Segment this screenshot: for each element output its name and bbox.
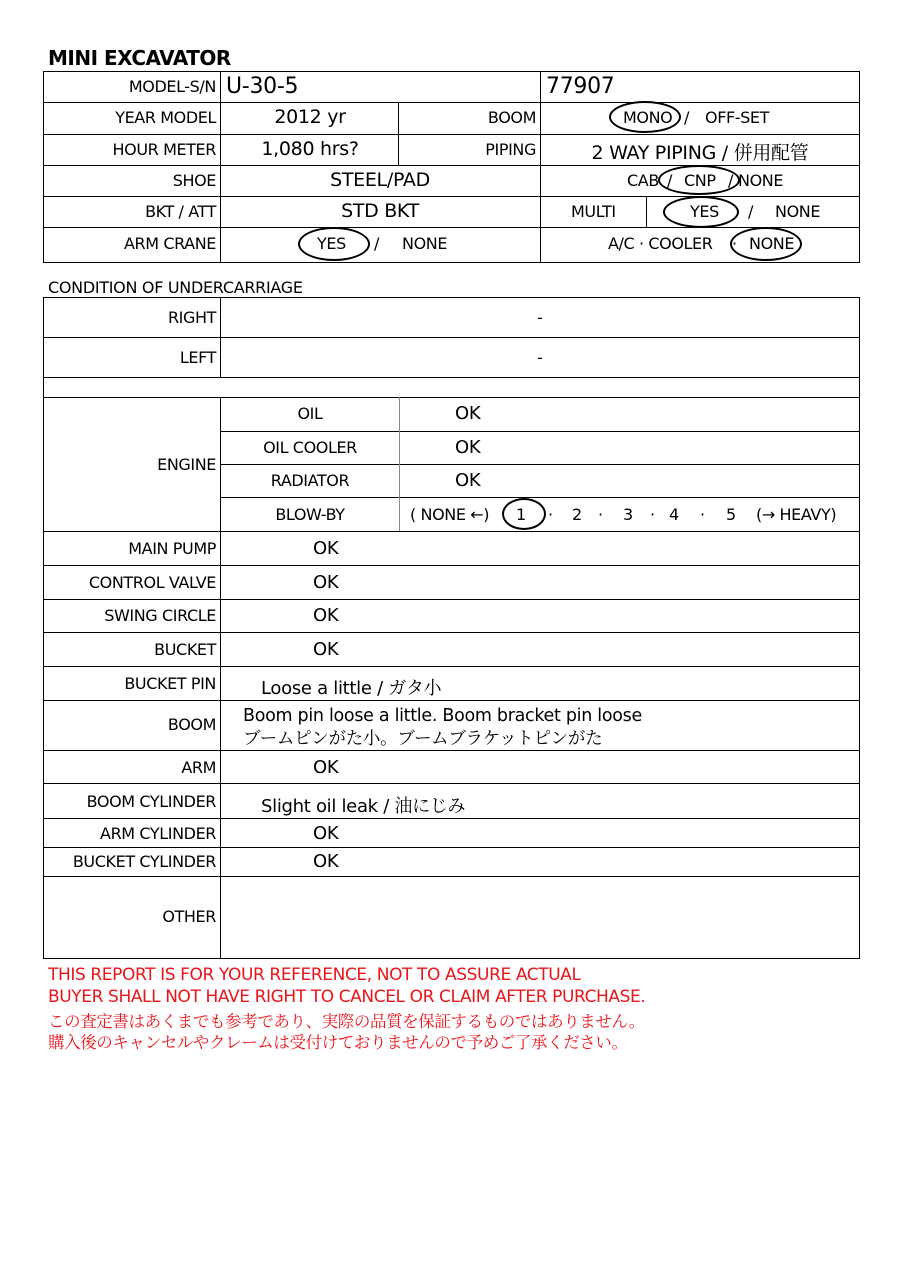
- boom-label: BOOM: [167, 715, 216, 734]
- multi-separator: /: [748, 202, 753, 221]
- cab-option-cnp: CNP: [684, 171, 716, 190]
- radiator-label: RADIATOR: [270, 471, 350, 490]
- bkt-att-value: STD BKT: [341, 200, 419, 222]
- cab-option-cab: CAB: [627, 171, 659, 190]
- multi-option-yes: YES: [690, 202, 719, 221]
- radiator-value: OK: [455, 470, 481, 491]
- oil-cooler-value: OK: [455, 437, 481, 458]
- main-pump-value: OK: [313, 538, 339, 559]
- boom-option-mono: MONO: [623, 108, 673, 127]
- right-track-value: -: [537, 308, 543, 327]
- bucket-pin-value: Loose a little / ガタ小: [261, 678, 442, 699]
- model-sn-label: MODEL-S/N: [128, 77, 216, 96]
- model-value: U-30-5: [226, 74, 299, 99]
- boom-option-offset: OFF-SET: [705, 108, 770, 127]
- blow-by-dot: ·: [700, 505, 705, 524]
- arm-cylinder-value: OK: [313, 823, 339, 844]
- document-title: MINI EXCAVATOR: [48, 46, 231, 70]
- oil-cooler-label: OIL COOLER: [263, 438, 357, 457]
- blow-by-dot: ·: [598, 505, 603, 524]
- bucket-pin-label: BUCKET PIN: [124, 674, 216, 693]
- multi-label: MULTI: [571, 202, 616, 221]
- arm-crane-yes-selected-circle: [298, 227, 370, 261]
- arm-crane-option-none: NONE: [402, 234, 448, 253]
- arm-crane-label: ARM CRANE: [123, 234, 216, 253]
- blow-by-level-5: 5: [726, 505, 736, 524]
- multi-option-none: NONE: [775, 202, 821, 221]
- cab-option-none: NONE: [738, 171, 784, 190]
- swing-circle-value: OK: [313, 605, 339, 626]
- boom-value-line2: ブームピンがた小。ブームブラケットピンがた: [243, 729, 603, 749]
- other-label: OTHER: [162, 907, 216, 926]
- blow-by-label: BLOW-BY: [275, 505, 345, 524]
- mono-selected-circle: [609, 101, 681, 133]
- cab-separator-1: /: [667, 171, 672, 190]
- blow-by-level-1: 1: [516, 505, 526, 524]
- ac-option-none: NONE: [749, 234, 795, 253]
- blow-by-level-3: 3: [623, 505, 633, 524]
- engine-label: ENGINE: [157, 455, 216, 474]
- boom-separator: /: [684, 108, 689, 127]
- shoe-label: SHOE: [172, 171, 216, 190]
- arm-cylinder-label: ARM CYLINDER: [100, 824, 216, 843]
- undercarriage-heading: CONDITION OF UNDERCARRIAGE: [48, 278, 303, 297]
- blow-by-level-2: 2: [572, 505, 582, 524]
- hour-meter-label: HOUR METER: [112, 140, 216, 159]
- cab-separator-2: /: [728, 171, 733, 190]
- disclaimer-line-1: THIS REPORT IS FOR YOUR REFERENCE, NOT TO ASSURE ACTUAL: [48, 965, 581, 985]
- blow-by-level-4: 4: [669, 505, 679, 524]
- disclaimer-line-2: BUYER SHALL NOT HAVE RIGHT TO CANCEL OR CLAIM AFTER PURCHASE.: [48, 987, 646, 1007]
- multi-yes-selected-circle: [663, 196, 739, 228]
- oil-label: OIL: [297, 404, 323, 423]
- piping-label: PIPING: [485, 140, 536, 159]
- arm-crane-option-yes: YES: [317, 234, 346, 253]
- piping-value: 2 WAY PIPING / 併用配管: [591, 142, 809, 164]
- ac-separator: ·: [732, 234, 737, 253]
- boom-type-label: BOOM: [487, 108, 536, 127]
- oil-value: OK: [455, 403, 481, 424]
- main-pump-label: MAIN PUMP: [128, 539, 216, 558]
- bucket-cylinder-value: OK: [313, 851, 339, 872]
- left-track-label: LEFT: [179, 348, 216, 367]
- right-track-label: RIGHT: [167, 308, 216, 327]
- boom-cylinder-value: Slight oil leak / 油にじみ: [261, 796, 466, 817]
- disclaimer-line-3: この査定書はあくまでも参考であり、実際の品質を保証するものではありません。: [48, 1012, 645, 1031]
- blow-by-heavy-end: (→ HEAVY): [756, 505, 837, 524]
- swing-circle-label: SWING CIRCLE: [104, 606, 216, 625]
- year-model-label: YEAR MODEL: [115, 108, 216, 127]
- control-valve-value: OK: [313, 572, 339, 593]
- bucket-cylinder-label: BUCKET CYLINDER: [72, 852, 216, 871]
- blow-by-none-end: ( NONE ←): [410, 505, 490, 524]
- blow-by-dot: ·: [650, 505, 655, 524]
- boom-cylinder-label: BOOM CYLINDER: [86, 792, 216, 811]
- left-track-value: -: [537, 348, 543, 367]
- bucket-value: OK: [313, 639, 339, 660]
- bkt-att-label: BKT / ATT: [145, 202, 216, 221]
- ac-none-selected-circle: [730, 227, 802, 261]
- year-model-value: 2012 yr: [274, 106, 346, 128]
- bucket-label: BUCKET: [154, 640, 216, 659]
- blow-by-selected-circle: [502, 498, 546, 530]
- serial-number-value: 77907: [546, 74, 615, 99]
- boom-value-line1: Boom pin loose a little. Boom bracket pin loose: [243, 706, 642, 726]
- arm-label: ARM: [181, 758, 216, 777]
- control-valve-label: CONTROL VALVE: [88, 573, 216, 592]
- hour-meter-value: 1,080 hrs?: [261, 138, 359, 160]
- disclaimer-line-4: 購入後のキャンセルやクレームは受付けておりませんので予めご了承ください。: [48, 1033, 628, 1052]
- arm-value: OK: [313, 757, 339, 778]
- blow-by-dot: ·: [548, 505, 553, 524]
- shoe-value: STEEL/PAD: [330, 169, 430, 191]
- ac-cooler-label: A/C · COOLER: [608, 234, 713, 253]
- arm-crane-separator: /: [374, 234, 379, 253]
